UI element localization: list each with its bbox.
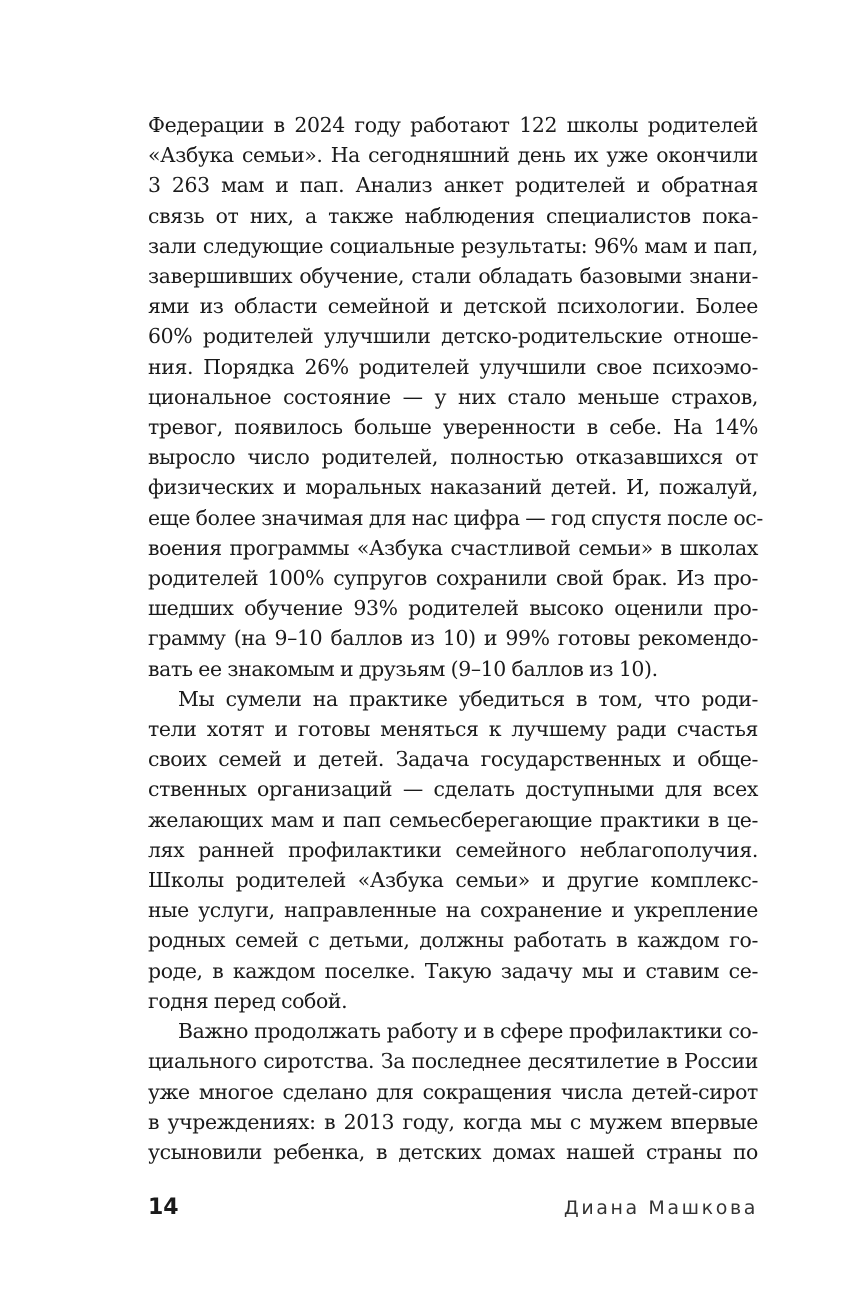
text-line: родных семей с детьми, должны работать в каждом го- [148,928,758,953]
text-line: завершивших обучение, стали обладать базовыми знани- [148,264,758,289]
text-line: своих семей и детей. Задача государственных и обще- [148,747,758,772]
text-line: связь от них, а также наблюдения специалистов пока- [148,203,758,228]
page-footer [148,1193,758,1223]
text-line: ния. Порядка 26% родителей улучшили свое психоэмо- [148,354,758,379]
text-line: желающих мам и пап семьесберегающие практики в це- [148,807,758,832]
text-line: лях ранней профилактики семейного неблагополучия. [148,837,758,862]
text-line: тревог, появилось больше уверенности в себе. На 14% [148,415,758,440]
text-line: зали следующие социальные результаты: 96% мам и пап, [148,233,758,258]
text-line: ные услуги, направленные на сохранение и укрепление [148,898,758,923]
text-line: циональное состояние — у них стало меньше страхов, [148,384,758,409]
text-line: Школы родителей «Азбука семьи» и другие комплекс- [148,868,758,893]
text-line: шедших обучение 93% родителей высоко оценили про- [148,596,758,621]
text-line: воения программы «Азбука счастливой семьи» в школах [148,535,758,560]
text-line: ственных организаций — сделать доступными для всех [148,777,758,802]
text-line: годня перед собой. [148,988,348,1013]
text-line: уже многое сделано для сокращения числа детей-сирот [148,1079,758,1104]
running-author: Диана Машкова [563,1197,758,1219]
text-line: усыновили ребенка, в детских домах нашей страны по [148,1139,758,1164]
page-number: 14 [148,1195,179,1220]
text-line: тели хотят и готовы меняться к лучшему ради счастья [148,717,758,742]
text-line: грамму (на 9–10 баллов из 10) и 99% готовы рекомендо- [148,626,758,651]
text-line: Важно продолжать работу и в сфере профилактики со- [178,1019,758,1044]
text-line: циального сиротства. За последнее десятилетие в России [148,1049,758,1074]
text-line: Мы сумели на практике убедиться в том, что роди- [178,686,758,711]
text-line: роде, в каждом поселке. Такую задачу мы и ставим се- [148,958,758,983]
text-line: в учреждениях: в 2013 году, когда мы с мужем впервые [148,1109,758,1134]
text-line: 3 263 мам и пап. Анализ анкет родителей и обратная [148,173,758,198]
body-text [148,110,763,1167]
text-line: ями из области семейной и детской психологии. Более [148,294,758,319]
text-line: Федерации в 2024 году работают 122 школы родителей [148,113,758,137]
paragraph-1 [148,110,763,684]
text-line: еще более значимая для нас цифра — год спустя после ос- [148,505,763,530]
text-line: выросло число родителей, полностью отказавшихся от [148,445,758,470]
text-line: 60% родителей улучшили детско-родительские отноше- [148,324,758,349]
paragraph-3 [148,1016,758,1167]
text-line: вать ее знакомым и друзьям (9–10 баллов из 10). [148,656,658,681]
text-line: «Азбука семьи». На сегодняшний день их уже окончили [148,143,758,168]
paragraph-2 [148,684,758,1016]
text-line: родителей 100% супругов сохранили свой брак. Из про- [148,566,758,591]
text-line: физических и моральных наказаний детей. И, пожалуй, [148,475,758,500]
